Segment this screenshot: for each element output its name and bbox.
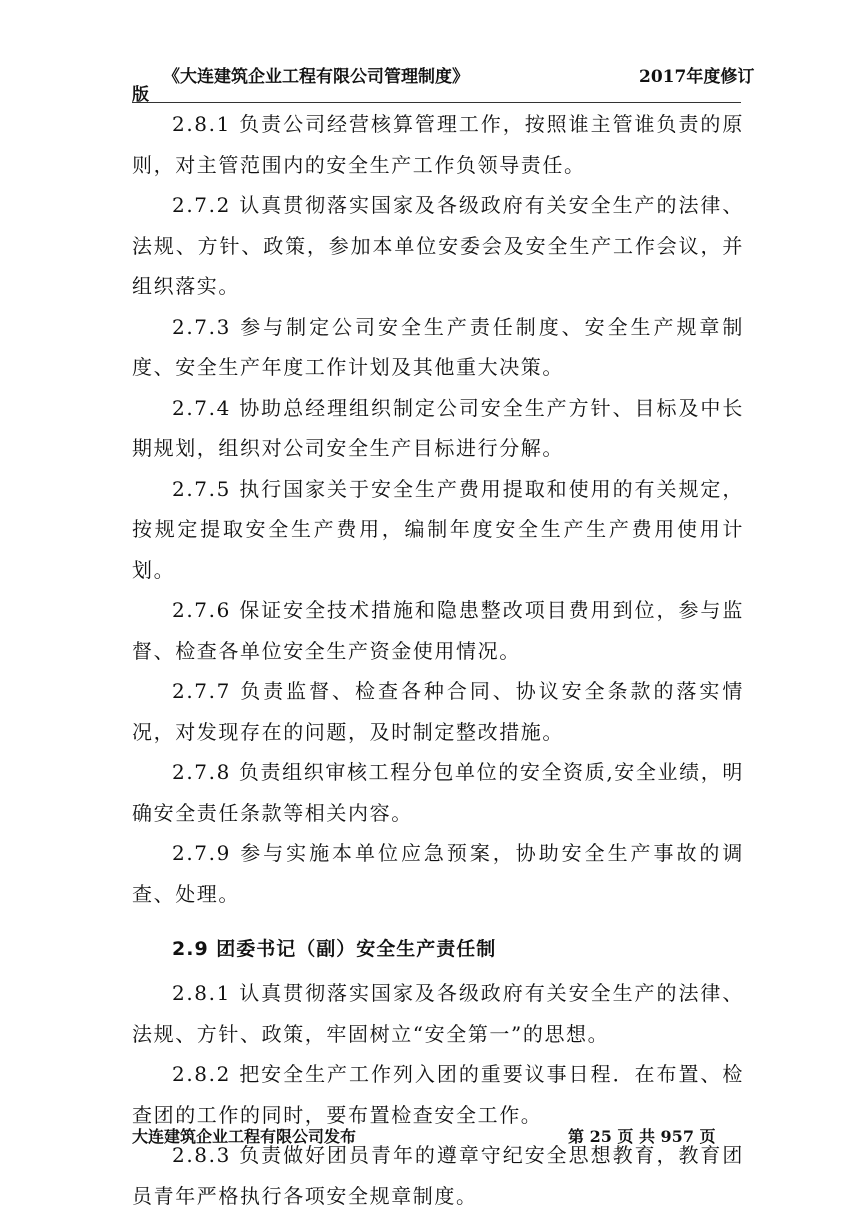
- header-title: 《大连建筑企业工程有限公司管理制度》: [163, 67, 469, 87]
- header-version-tail: 版: [132, 85, 149, 105]
- paragraph: 2.8.1 认真贯彻落实国家及各级政府有关安全生产的法律、法规、方针、政策，牢固树立“安全第一”的思想。: [132, 981, 744, 1046]
- page-header: [0, 0, 868, 110]
- header-version: 2017年度修订: [639, 67, 755, 87]
- paragraph: 2.7.7 负责监督、检查各种合同、协议安全条款的落实情况，对发现存在的问题，及时制定整改措施。: [132, 679, 744, 744]
- paragraph: 2.7.6 保证安全技术措施和隐患整改项目费用到位，参与监督、检查各单位安全生产资金使用情况。: [132, 598, 744, 663]
- paragraph: 2.7.8 负责组织审核工程分包单位的安全资质,安全业绩，明确安全责任条款等相关内容。: [132, 760, 744, 825]
- footer-page-number: 第 25 页 共 957 页: [568, 1127, 716, 1146]
- paragraph: 2.7.4 协助总经理组织制定公司安全生产方针、目标及中长期规划，组织对公司安全生产目标进行分解。: [132, 395, 744, 460]
- document-body: [132, 104, 744, 1216]
- header-divider: [132, 102, 741, 103]
- paragraph: 2.7.5 执行国家关于安全生产费用提取和使用的有关规定，按规定提取安全生产费用，编制年度安全生产生产费用使用计划。: [132, 476, 744, 582]
- paragraph: 2.8.1 负责公司经营核算管理工作，按照谁主管谁负责的原则，对主管范围内的安全生产工作负领导责任。: [132, 112, 744, 177]
- footer-publisher: 大连建筑企业工程有限公司发布: [132, 1127, 357, 1146]
- paragraph: 2.7.2 认真贯彻落实国家及各级政府有关安全生产的法律、法规、方针、政策，参加本单位安委会及安全生产工作会议，并组织落实。: [132, 193, 744, 298]
- paragraph: 2.8.3 负责做好团员青年的遵章守纪安全思想教育，教育团员青年严格执行各项安全规章制度。: [132, 1143, 744, 1208]
- paragraph: 2.8.2 把安全生产工作列入团的重要议事日程．在布置、检查团的工作的同时，要布置检查安全工作。: [132, 1062, 744, 1127]
- paragraph: 2.7.9 参与实施本单位应急预案，协助安全生产事故的调查、处理。: [132, 841, 744, 906]
- page-footer: [0, 1118, 868, 1158]
- section-heading: 2.9 团委书记（副）安全生产责任制: [172, 938, 497, 960]
- paragraph: 2.7.3 参与制定公司安全生产责任制度、安全生产规章制度、安全生产年度工作计划及其他重大决策。: [132, 314, 744, 379]
